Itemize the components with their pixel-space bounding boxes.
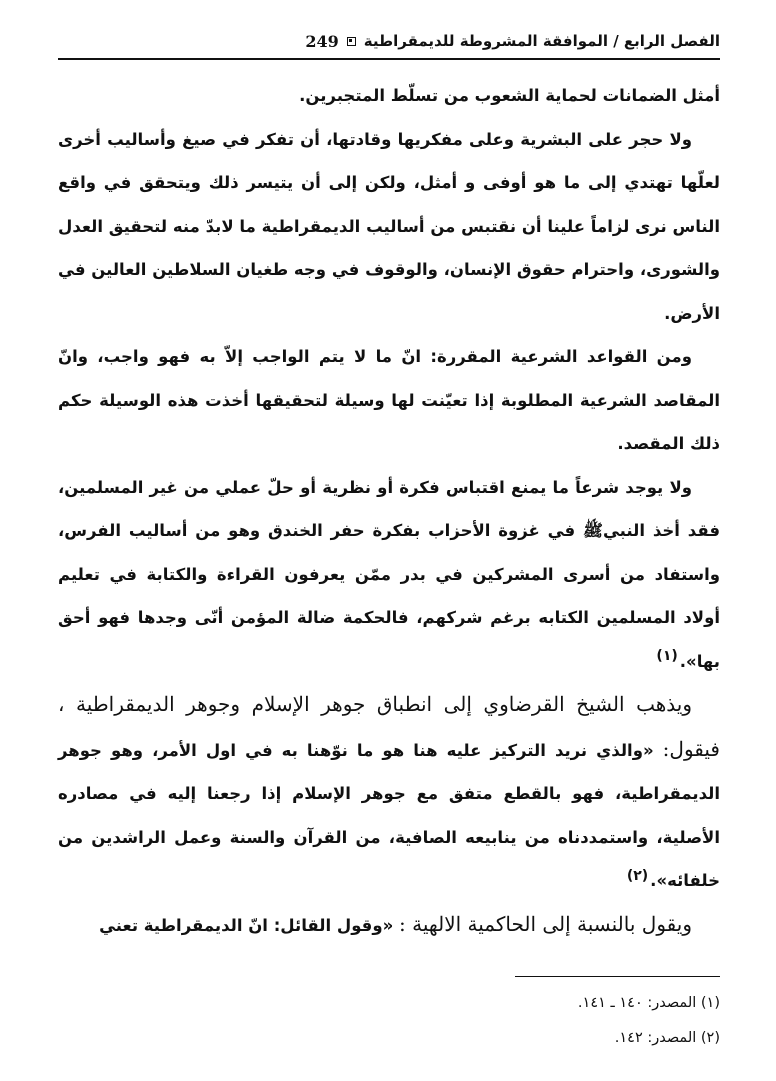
paragraph-text: ولا يوجد شرعاً ما يمنع اقتباس فكرة أو نظرية أو حلّ عملي من غير المسلمين، فقد أخذ النبيﷺ في غزوة الأحزاب بفكرة حفر الخندق وهو من أساليب الفرس، واستفاد من أسرى المشركين في بدر ممّن يعرفون القراءة والكتابة في تعليم أولاد المسلمين الكتابه برغم شركهم، فالحكمة ضالة المؤمن أنّى وجدها فهو أحق بها». [58, 477, 720, 671]
paragraph-text: ومن القواعد الشرعية المقررة: انّ ما لا يتم الواجب إلاّ به فهو واجب، وانّ المقاصد الشرعية المطلوبة إذا تعيّنت لها وسيلة لتحقيقها أخذت هذه الوسيلة حكم ذلك المقصد. [58, 347, 720, 453]
paragraph-text: «والذي نريد التركيز عليه هنا هو ما نوّهنا به في اول الأمر، وهو جوهر الديمقراطية، فهو بالقطع متفق مع جوهر الإسلام إذا رجعنا إليه في مصادره الأصلية، واستمددناه من ينابيعه الصافية، من القرآن والسنة وعمل الراشدين من خلفائه». [58, 740, 720, 890]
paragraph-lead: ويقول بالنسبة إلى الحاكمية الالهية : [399, 911, 692, 936]
paragraph [58, 118, 720, 336]
body-text [58, 74, 720, 947]
paragraph [58, 466, 720, 684]
page-number: 249 [305, 31, 339, 51]
footnote-reference[interactable]: (١) [656, 648, 678, 664]
paragraph-text: ولا حجر على البشرية وعلى مفكريها وقادتها، أن تفكر في صيغ وأساليب أخرى لعلّها تهتدي إلى ما هو أوفى و أمثل، ولكن إلى أن يتيسر ذلك ويتحقق في واقع الناس نرى لزاماً علينا أن نقتبس من أساليب الديمقراطية ما لابدّ منه لتحقيق العدل والشورى، واحترام حقوق الإنسان، والوقوف في وجه طغيان السلاطين العالين في الأرض. [58, 129, 720, 323]
paragraph [58, 335, 720, 466]
footnotes [58, 986, 720, 1056]
document-page [58, 28, 720, 1058]
chapter-title: الفصل الرابع / الموافقة المشروطة للديمقراطية [363, 32, 720, 50]
header-rule [58, 58, 720, 60]
footnote-separator [515, 976, 720, 977]
square-bullet-icon [347, 37, 356, 46]
paragraph [58, 903, 720, 948]
footnote: (١) المصدر: ١٤٠ ـ ١٤١. [577, 995, 720, 1011]
footnote: (٢) المصدر: ١٤٢. [614, 1030, 720, 1046]
paragraph-lead: ويذهب الشيخ القرضاوي إلى انطباق جوهر الإسلام وجوهر الديمقراطية ، فيقول: [58, 692, 720, 761]
running-header [58, 28, 720, 54]
paragraph-text: «وقول القائل: انّ الديمقراطية تعني [99, 915, 400, 935]
paragraph [58, 683, 720, 903]
paragraph-text: أمثل الضمانات لحماية الشعوب من تسلّط المتجبرين. [299, 86, 720, 105]
paragraph [58, 74, 720, 118]
footnote-reference[interactable]: (٢) [626, 867, 649, 884]
